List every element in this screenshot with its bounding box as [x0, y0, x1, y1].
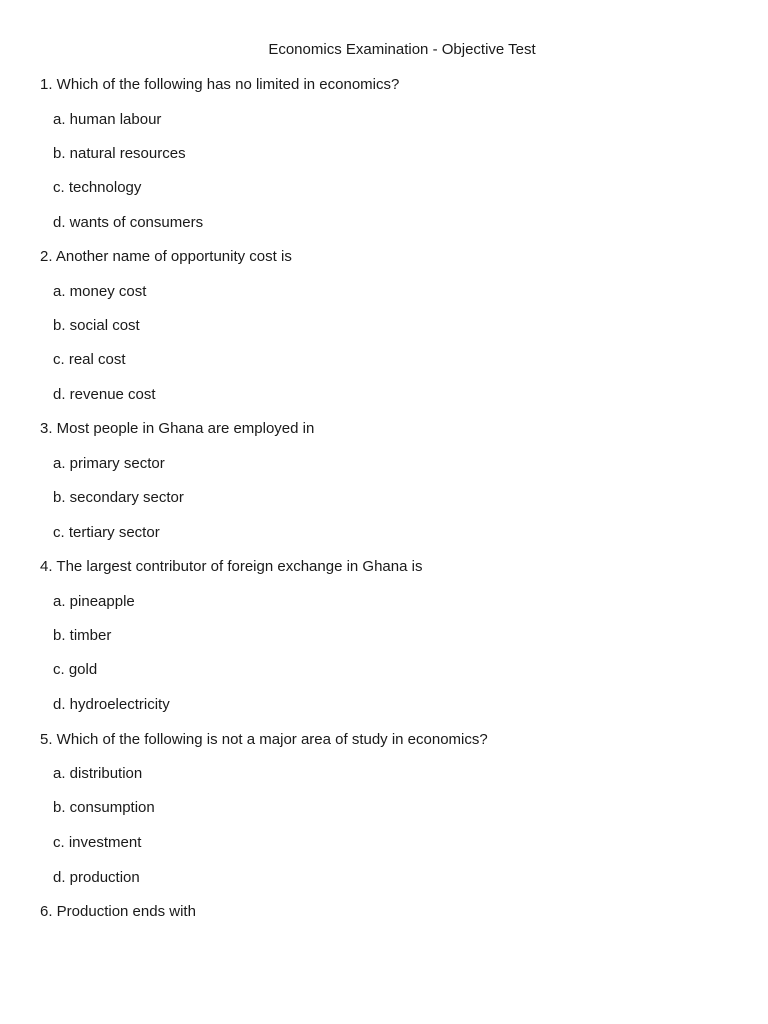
question-text: 3. Most people in Ghana are employed in [40, 420, 315, 437]
answer-option: a. pineapple [53, 593, 135, 610]
answer-option: a. distribution [53, 765, 143, 782]
answer-option: d. hydroelectricity [53, 696, 170, 713]
answer-option: b. consumption [53, 799, 155, 816]
answer-option: b. timber [53, 627, 112, 644]
answer-option: d. revenue cost [53, 386, 156, 403]
question-text: 2. Another name of opportunity cost is [40, 248, 292, 265]
question-text: 1. Which of the following has no limited in economics? [40, 76, 400, 93]
answer-option: b. secondary sector [53, 489, 184, 506]
question-text: 5. Which of the following is not a major area of study in economics? [40, 731, 488, 748]
answer-option: c. investment [53, 834, 142, 851]
answer-option: a. primary sector [53, 455, 165, 472]
answer-option: c. real cost [53, 351, 126, 368]
answer-option: b. natural resources [53, 145, 186, 162]
page-title: Economics Examination - Objective Test [268, 41, 536, 58]
answer-option: c. technology [53, 179, 142, 196]
answer-option: a. human labour [53, 111, 162, 128]
answer-option: b. social cost [53, 317, 140, 334]
answer-option: c. tertiary sector [53, 524, 160, 541]
answer-option: a. money cost [53, 283, 147, 300]
answer-option: d. wants of consumers [53, 214, 204, 231]
question-text: 4. The largest contributor of foreign exchange in Ghana is [40, 558, 423, 575]
answer-option: c. gold [53, 661, 98, 678]
question-text: 6. Production ends with [40, 903, 196, 920]
answer-option: d. production [53, 869, 140, 886]
